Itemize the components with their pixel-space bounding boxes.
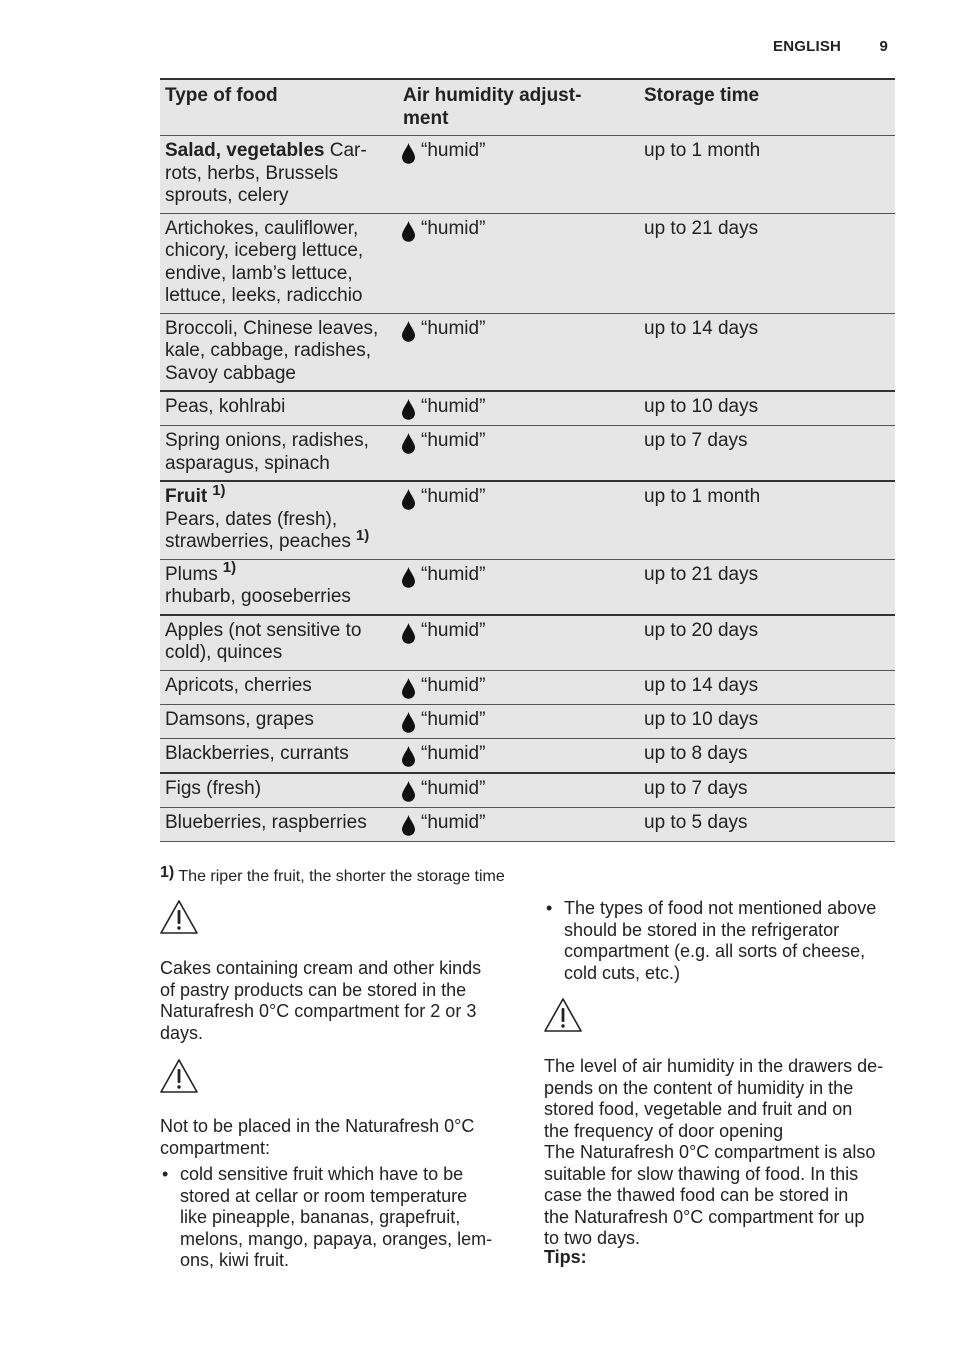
- water-drop-icon: [402, 746, 415, 767]
- humidity-cell: [398, 705, 639, 738]
- storage-time-cell: up to 14 days: [644, 674, 759, 696]
- language-label: ENGLISH: [773, 38, 842, 55]
- food-type-text: Blackberries, currants: [165, 742, 349, 764]
- table-row: [160, 214, 895, 314]
- humidity-value: “humid”: [421, 317, 486, 339]
- humidity-value: “humid”: [421, 708, 486, 730]
- footnote-text: The riper the fruit, the shorter the storage time: [178, 868, 505, 885]
- water-drop-icon: [402, 399, 415, 420]
- food-type-text: Damsons, grapes: [165, 708, 314, 730]
- food-type-text: Artichokes, cauliflower, chicory, iceberg lettuce, endive, lamb’s lettuce, lettuce, leeks, radicchio: [165, 217, 364, 306]
- food-type-cell: [160, 671, 398, 704]
- storage-table: [160, 78, 895, 842]
- food-type-text: Broccoli, Chinese leaves, kale, cabbage, radishes, Savoy cabbage: [165, 317, 379, 384]
- food-type-bold: Fruit: [165, 486, 208, 507]
- footnote-ref: 1): [222, 559, 237, 577]
- food-type-cell: [160, 482, 398, 559]
- storage-time-cell: up to 21 days: [644, 563, 759, 585]
- food-type-cell: [160, 616, 398, 670]
- storage-time-cell: up to 1 month: [644, 140, 761, 161]
- food-type-cell: [160, 426, 398, 480]
- page-number: 9: [879, 38, 888, 55]
- humidity-value: “humid”: [421, 217, 486, 239]
- food-type-cell: [160, 774, 398, 807]
- page-header: [773, 38, 888, 55]
- water-drop-icon: [402, 489, 415, 510]
- water-drop-icon: [402, 567, 415, 588]
- table-row: [160, 136, 895, 214]
- column-header-storage: Storage time: [644, 85, 760, 106]
- storage-time-cell: up to 21 days: [644, 217, 759, 239]
- table-row: [160, 808, 895, 842]
- table-row: [160, 560, 895, 616]
- warning-text-cakes: Cakes containing cream and other kinds of pastry products can be stored in the Naturafresh 0°C compartment for 2 or 3 days.: [160, 958, 482, 1043]
- food-type-text: Spring onions, radishes, asparagus, spinach: [165, 430, 369, 474]
- storage-time-cell: up to 1 month: [644, 486, 761, 507]
- footnote-ref: 1): [212, 481, 226, 499]
- warning-text-not-placed: Not to be placed in the Naturafresh 0°C compartment:: [160, 1116, 475, 1158]
- food-type-text: Figs (fresh): [165, 777, 262, 799]
- water-drop-icon: [402, 221, 415, 242]
- food-type-text-continued: rhubarb, gooseberries: [165, 586, 351, 607]
- food-type-cell: [160, 214, 398, 313]
- list-item: • cold sensitive fruit which have to be stored at cellar or room temperature like pineapple, bananas, grapefruit, melons, mango, papaya, oranges, lem- ons, kiwi fruit.: [160, 1164, 492, 1272]
- water-drop-icon: [402, 623, 415, 644]
- humidity-cell: [398, 560, 639, 614]
- food-type-cell: [160, 808, 398, 841]
- humidity-value: “humid”: [421, 430, 486, 451]
- food-type-text-continued: Pears, dates (fresh), strawberries, peaches: [165, 508, 351, 552]
- warning-triangle-icon: [159, 899, 199, 935]
- humidity-cell: [398, 671, 639, 704]
- table-row: [160, 314, 895, 393]
- storage-time-cell: up to 7 days: [644, 777, 748, 799]
- food-type-text: Car- rots, herbs, Brussels sprouts, celery: [165, 140, 367, 206]
- list-item: • The types of food not mentioned above should be stored in the refrigerator compartment (e.g. all sorts of cheese, cold cuts, etc.): [544, 898, 876, 984]
- humidity-value: “humid”: [421, 486, 486, 507]
- storage-time-cell: up to 10 days: [644, 708, 759, 730]
- water-drop-icon: [402, 781, 415, 802]
- footnote-marker: 1): [160, 864, 175, 881]
- food-type-cell: [160, 560, 398, 614]
- food-type-text: Apricots, cherries: [165, 674, 312, 696]
- table-row: [160, 671, 895, 705]
- water-drop-icon: [402, 678, 415, 699]
- left-bullet-list: [160, 1164, 492, 1272]
- humidity-value: “humid”: [421, 396, 486, 417]
- table-row: [160, 392, 895, 426]
- humidity-cell: [398, 774, 639, 807]
- table-row: [160, 739, 895, 774]
- humidity-value: “humid”: [421, 742, 486, 764]
- food-type-cell: [160, 136, 398, 213]
- humidity-value: “humid”: [421, 140, 486, 161]
- storage-time-cell: up to 20 days: [644, 619, 759, 641]
- humidity-cell: [398, 739, 639, 772]
- water-drop-icon: [402, 712, 415, 733]
- food-type-cell: [160, 392, 398, 425]
- column-header-humidity: Air humidity adjust- ment: [403, 85, 582, 129]
- storage-time-cell: up to 14 days: [644, 317, 759, 339]
- humidity-cell: [398, 808, 639, 841]
- storage-time-cell: up to 8 days: [644, 742, 748, 764]
- water-drop-icon: [402, 143, 415, 164]
- humidity-cell: [398, 616, 639, 670]
- food-type-text: Apples (not sensitive to cold), quinces: [165, 619, 362, 663]
- food-type-text: Peas, kohlrabi: [165, 396, 286, 417]
- humidity-value: “humid”: [421, 811, 486, 833]
- water-drop-icon: [402, 321, 415, 342]
- table-row: [160, 616, 895, 671]
- humidity-cell: [398, 482, 639, 559]
- water-drop-icon: [402, 815, 415, 836]
- water-drop-icon: [402, 433, 415, 454]
- humidity-cell: [398, 136, 639, 213]
- food-type-text: Blueberries, raspberries: [165, 811, 367, 833]
- humidity-value: “humid”: [421, 674, 486, 696]
- table-row: [160, 705, 895, 739]
- right-bullet-list: [544, 898, 876, 984]
- food-type-bold: Salad, vegetables: [165, 140, 325, 161]
- humidity-value: “humid”: [421, 777, 486, 799]
- humidity-cell: [398, 426, 639, 480]
- table-row: [160, 774, 895, 808]
- storage-time-cell: up to 7 days: [644, 430, 748, 451]
- warning-text-humidity: The level of air humidity in the drawers de- pends on the content of humidity in the stored food, vegetable and fruit and on the frequency of door opening The Naturafresh 0°C compartment is also suitable for slow thawing of food. In this case the thawed food can be stored in the Naturafresh 0°C compartment for up to two days.: [544, 1056, 884, 1248]
- table-header-row: [160, 80, 895, 136]
- tips-heading: Tips:: [544, 1247, 587, 1267]
- humidity-cell: [398, 392, 639, 425]
- humidity-cell: [398, 214, 639, 313]
- table-footnote: [160, 864, 505, 886]
- warning-triangle-icon: [543, 997, 583, 1033]
- humidity-cell: [398, 314, 639, 391]
- humidity-value: “humid”: [421, 563, 486, 585]
- warning-triangle-icon: [159, 1058, 199, 1094]
- food-type-cell: [160, 314, 398, 391]
- food-type-text: Plums: [165, 563, 218, 585]
- table-row: [160, 482, 895, 560]
- storage-time-cell: up to 5 days: [644, 811, 748, 833]
- storage-time-cell: up to 10 days: [644, 396, 759, 417]
- food-type-cell: [160, 705, 398, 738]
- column-header-food: Type of food: [165, 85, 278, 106]
- footnote-ref: 1): [355, 526, 370, 544]
- humidity-value: “humid”: [421, 619, 486, 641]
- table-row: [160, 426, 895, 482]
- food-type-cell: [160, 739, 398, 772]
